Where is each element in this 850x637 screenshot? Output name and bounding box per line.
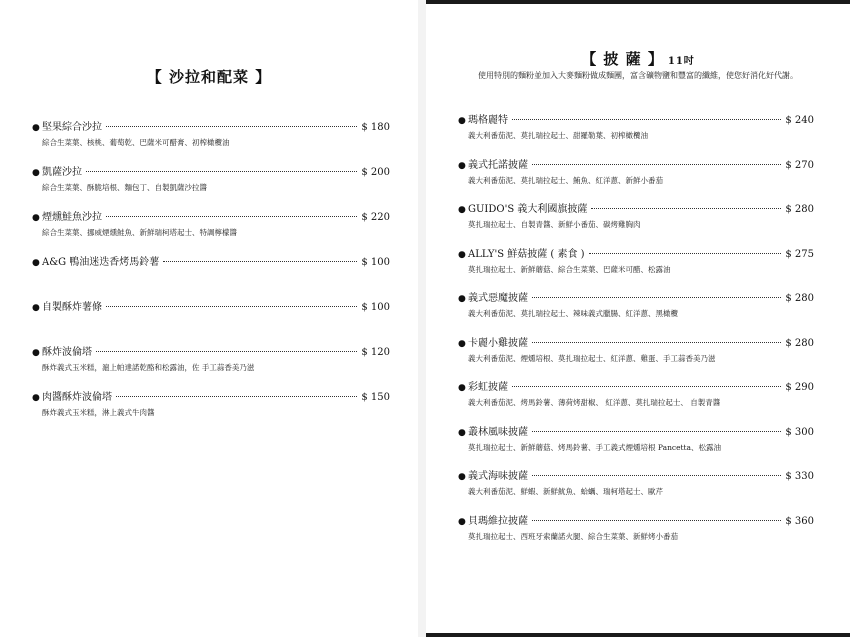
menu-item-price: $ 120 bbox=[361, 347, 390, 358]
menu-item-row bbox=[32, 256, 390, 270]
bullet-icon: ● bbox=[458, 116, 466, 126]
menu-item bbox=[458, 426, 814, 471]
menu-item-description: 莫扎瑞拉起士、新鮮蘑菇、綜合生菜葉、巴薩米可醋、松露油 bbox=[468, 264, 671, 274]
menu-item-row bbox=[32, 211, 390, 225]
dot-leader bbox=[532, 297, 781, 298]
bullet-icon: ● bbox=[458, 205, 466, 215]
bullet-icon: ● bbox=[32, 303, 40, 313]
menu-item-name: 肉醬酥炸波倫塔 bbox=[42, 392, 112, 403]
dot-leader bbox=[532, 342, 781, 343]
bullet-icon: ● bbox=[458, 383, 466, 393]
page-bottom-edge bbox=[426, 633, 850, 637]
menu-item-price: $ 240 bbox=[785, 115, 814, 126]
menu-item-name: 義式惡魔披薩 bbox=[468, 293, 528, 304]
menu-item-row bbox=[32, 301, 390, 315]
menu-item bbox=[32, 391, 390, 436]
menu-item-price: $ 150 bbox=[361, 392, 390, 403]
dot-leader bbox=[591, 208, 781, 209]
menu-item-row bbox=[32, 166, 390, 180]
menu-item-price: $ 200 bbox=[361, 167, 390, 178]
menu-item-description: 莫扎瑞拉起士、自製青醬、新鮮小番茄、碳烤雞胸肉 bbox=[468, 220, 641, 229]
bullet-icon: ● bbox=[458, 338, 466, 349]
menu-item-name: 義式海味披薩 bbox=[468, 471, 528, 482]
bullet-icon: ● bbox=[458, 249, 466, 260]
menu-item-name: 酥炸波倫塔 bbox=[42, 347, 92, 358]
page-top-edge bbox=[426, 0, 850, 4]
menu-item-name: A&G 鴨油迷迭香烤馬鈴薯 bbox=[42, 257, 160, 268]
menu-item-price: $ 280 bbox=[785, 337, 814, 349]
pizza-intro-text: 使用特別的麵粉並加入大麥麵粉做成麵團，富含礦物鹽和豐富的纖維，使您好消化好代謝。 bbox=[478, 71, 798, 80]
menu-item-row bbox=[458, 426, 814, 440]
menu-item-name: 彩虹披薩 bbox=[468, 382, 508, 393]
menu-item-description: 義大利番茄泥、莫扎瑞拉起士、辣味義式臘腸、紅洋蔥、黑橄欖 bbox=[468, 309, 678, 318]
menu-item-name: GUIDO'S 義大利國旗披薩 bbox=[468, 204, 588, 215]
menu-item-description: 義大利番茄泥、鮮蝦、新鮮魷魚、蛤蠣、瑞柯塔起士、歐芹 bbox=[468, 487, 663, 496]
menu-item-description: 綜合生菜葉、核桃、葡萄乾、巴薩米可醋膏、初榨橄欖油 bbox=[42, 138, 230, 147]
dot-leader bbox=[116, 396, 357, 397]
bullet-icon: ● bbox=[32, 168, 40, 178]
dot-leader bbox=[589, 253, 782, 254]
menu-item-description: 綜合生菜葉、挪威煙燻鮭魚、新鮮瑞柯塔起士、特調檸檬醬 bbox=[42, 228, 237, 237]
menu-item-name: 叢林風味披薩 bbox=[468, 426, 528, 438]
menu-item-price: $ 290 bbox=[785, 382, 814, 393]
menu-item-price: $ 280 bbox=[785, 293, 814, 304]
bullet-icon: ● bbox=[32, 123, 40, 133]
menu-item-description: 義大利番茄泥、烤馬鈴薯、薄荷烤甜椒、 紅洋蔥、莫扎瑞拉起士、 自製青醬 bbox=[468, 398, 721, 407]
bullet-icon: ● bbox=[458, 516, 466, 527]
menu-item-name: 堅果綜合沙拉 bbox=[42, 122, 102, 133]
dot-leader bbox=[512, 119, 781, 120]
bullet-icon: ● bbox=[32, 213, 40, 223]
dot-leader bbox=[512, 386, 781, 387]
dot-leader bbox=[532, 475, 781, 476]
menu-item bbox=[32, 166, 390, 211]
menu-item-name: 凱薩沙拉 bbox=[42, 167, 82, 178]
menu-item bbox=[458, 292, 814, 337]
menu-item-row bbox=[32, 391, 390, 405]
pizza-menu-list bbox=[458, 114, 814, 559]
menu-item bbox=[458, 114, 814, 159]
menu-item bbox=[458, 337, 814, 382]
menu-item-row bbox=[458, 292, 814, 306]
menu-item-price: $ 275 bbox=[785, 248, 814, 260]
bullet-icon: ● bbox=[32, 348, 40, 358]
dot-leader bbox=[106, 306, 357, 307]
menu-item-description: 義大利番茄泥、煙燻培根、莫扎瑞拉起士、紅洋蔥、雞蛋、手工蒜香美乃滋 bbox=[468, 353, 716, 363]
dot-leader bbox=[532, 164, 781, 165]
bullet-icon: ● bbox=[32, 393, 40, 403]
menu-item bbox=[32, 211, 390, 256]
menu-item-price: $ 330 bbox=[785, 471, 814, 482]
menu-item bbox=[458, 159, 814, 204]
menu-item-name: 瑪格麗特 bbox=[468, 115, 508, 126]
dot-leader bbox=[106, 216, 357, 217]
menu-item-row bbox=[458, 337, 814, 351]
menu-item bbox=[32, 346, 390, 391]
bullet-icon: ● bbox=[32, 258, 40, 268]
pizza-title-text: 【 披 薩 】 bbox=[581, 50, 664, 68]
menu-item-row bbox=[32, 121, 390, 135]
dot-leader bbox=[532, 431, 781, 432]
menu-item-row bbox=[458, 248, 814, 262]
menu-item bbox=[32, 121, 390, 166]
salad-section-title: 【 沙拉和配菜 】 bbox=[146, 68, 272, 86]
menu-item-name: 煙燻鮭魚沙拉 bbox=[42, 212, 102, 223]
menu-item bbox=[458, 203, 814, 248]
menu-item-description: 義大利番茄泥、莫扎瑞拉起士、甜羅勒葉、初榨橄欖油 bbox=[468, 131, 648, 140]
menu-item-row bbox=[32, 346, 390, 360]
menu-item-description: 莫扎瑞拉起士、新鮮蘑菇、烤馬鈴薯、手工義式煙燻培根 Pancetta、松露油 bbox=[468, 442, 722, 452]
menu-item-description: 莫扎瑞拉起士、西班牙索蘭諾火腿、綜合生菜葉、新鮮烤小番茄 bbox=[468, 531, 678, 541]
menu-item-row bbox=[458, 203, 814, 217]
menu-item-description: 義大利番茄泥、莫扎瑞拉起士、鮪魚、紅洋蔥、新鮮小番茄 bbox=[468, 175, 663, 185]
menu-item-description: 綜合生菜葉、酥脆培根、麵包丁、自製凱薩沙拉醬 bbox=[42, 183, 207, 192]
page-gutter bbox=[418, 0, 426, 637]
pizza-section-title bbox=[426, 48, 850, 69]
menu-item-name: ALLY'S 鮮菇披薩 ( 素食 ) bbox=[468, 248, 585, 260]
menu-item-name: 義式托諾披薩 bbox=[468, 159, 528, 171]
menu-item-description: 酥炸義式玉米糕，滬上帕達諾乾酪和松露油，佐 手工蒜香美乃滋 bbox=[42, 363, 255, 372]
pizza-size-label: 11吋 bbox=[667, 56, 695, 67]
menu-item-row bbox=[458, 470, 814, 484]
menu-item bbox=[458, 470, 814, 515]
menu-item-row bbox=[458, 515, 814, 529]
menu-item-price: $ 100 bbox=[361, 257, 390, 268]
dot-leader bbox=[532, 520, 781, 521]
menu-item bbox=[32, 256, 390, 301]
menu-item-row bbox=[458, 381, 814, 395]
menu-item-price: $ 220 bbox=[361, 212, 390, 223]
menu-item-price: $ 300 bbox=[785, 426, 814, 438]
bullet-icon: ● bbox=[458, 294, 466, 304]
menu-item-name: 自製酥炸薯條 bbox=[42, 302, 102, 313]
menu-item-row bbox=[458, 114, 814, 128]
menu-item bbox=[458, 381, 814, 426]
menu-item-row bbox=[458, 159, 814, 173]
dot-leader bbox=[163, 261, 357, 262]
dot-leader bbox=[86, 171, 357, 172]
bullet-icon: ● bbox=[458, 472, 466, 482]
menu-item-price: $ 180 bbox=[361, 122, 390, 133]
dot-leader bbox=[106, 126, 357, 127]
menu-item bbox=[458, 248, 814, 293]
salad-menu-list bbox=[32, 121, 390, 436]
dot-leader bbox=[96, 351, 357, 352]
bullet-icon: ● bbox=[458, 427, 466, 438]
menu-item-name: 卡麗小雞披薩 bbox=[468, 337, 528, 349]
menu-item bbox=[32, 301, 390, 346]
menu-item-name: 貝瑪維拉披薩 bbox=[468, 515, 528, 527]
menu-item-price: $ 270 bbox=[785, 159, 814, 171]
menu-item-price: $ 360 bbox=[785, 515, 814, 527]
menu-item bbox=[458, 515, 814, 560]
menu-item-description: 酥炸義式玉米糕，淋上義式牛肉醬 bbox=[42, 408, 155, 417]
menu-item-price: $ 280 bbox=[785, 204, 814, 215]
menu-item-price: $ 100 bbox=[361, 302, 390, 313]
bullet-icon: ● bbox=[458, 160, 466, 171]
